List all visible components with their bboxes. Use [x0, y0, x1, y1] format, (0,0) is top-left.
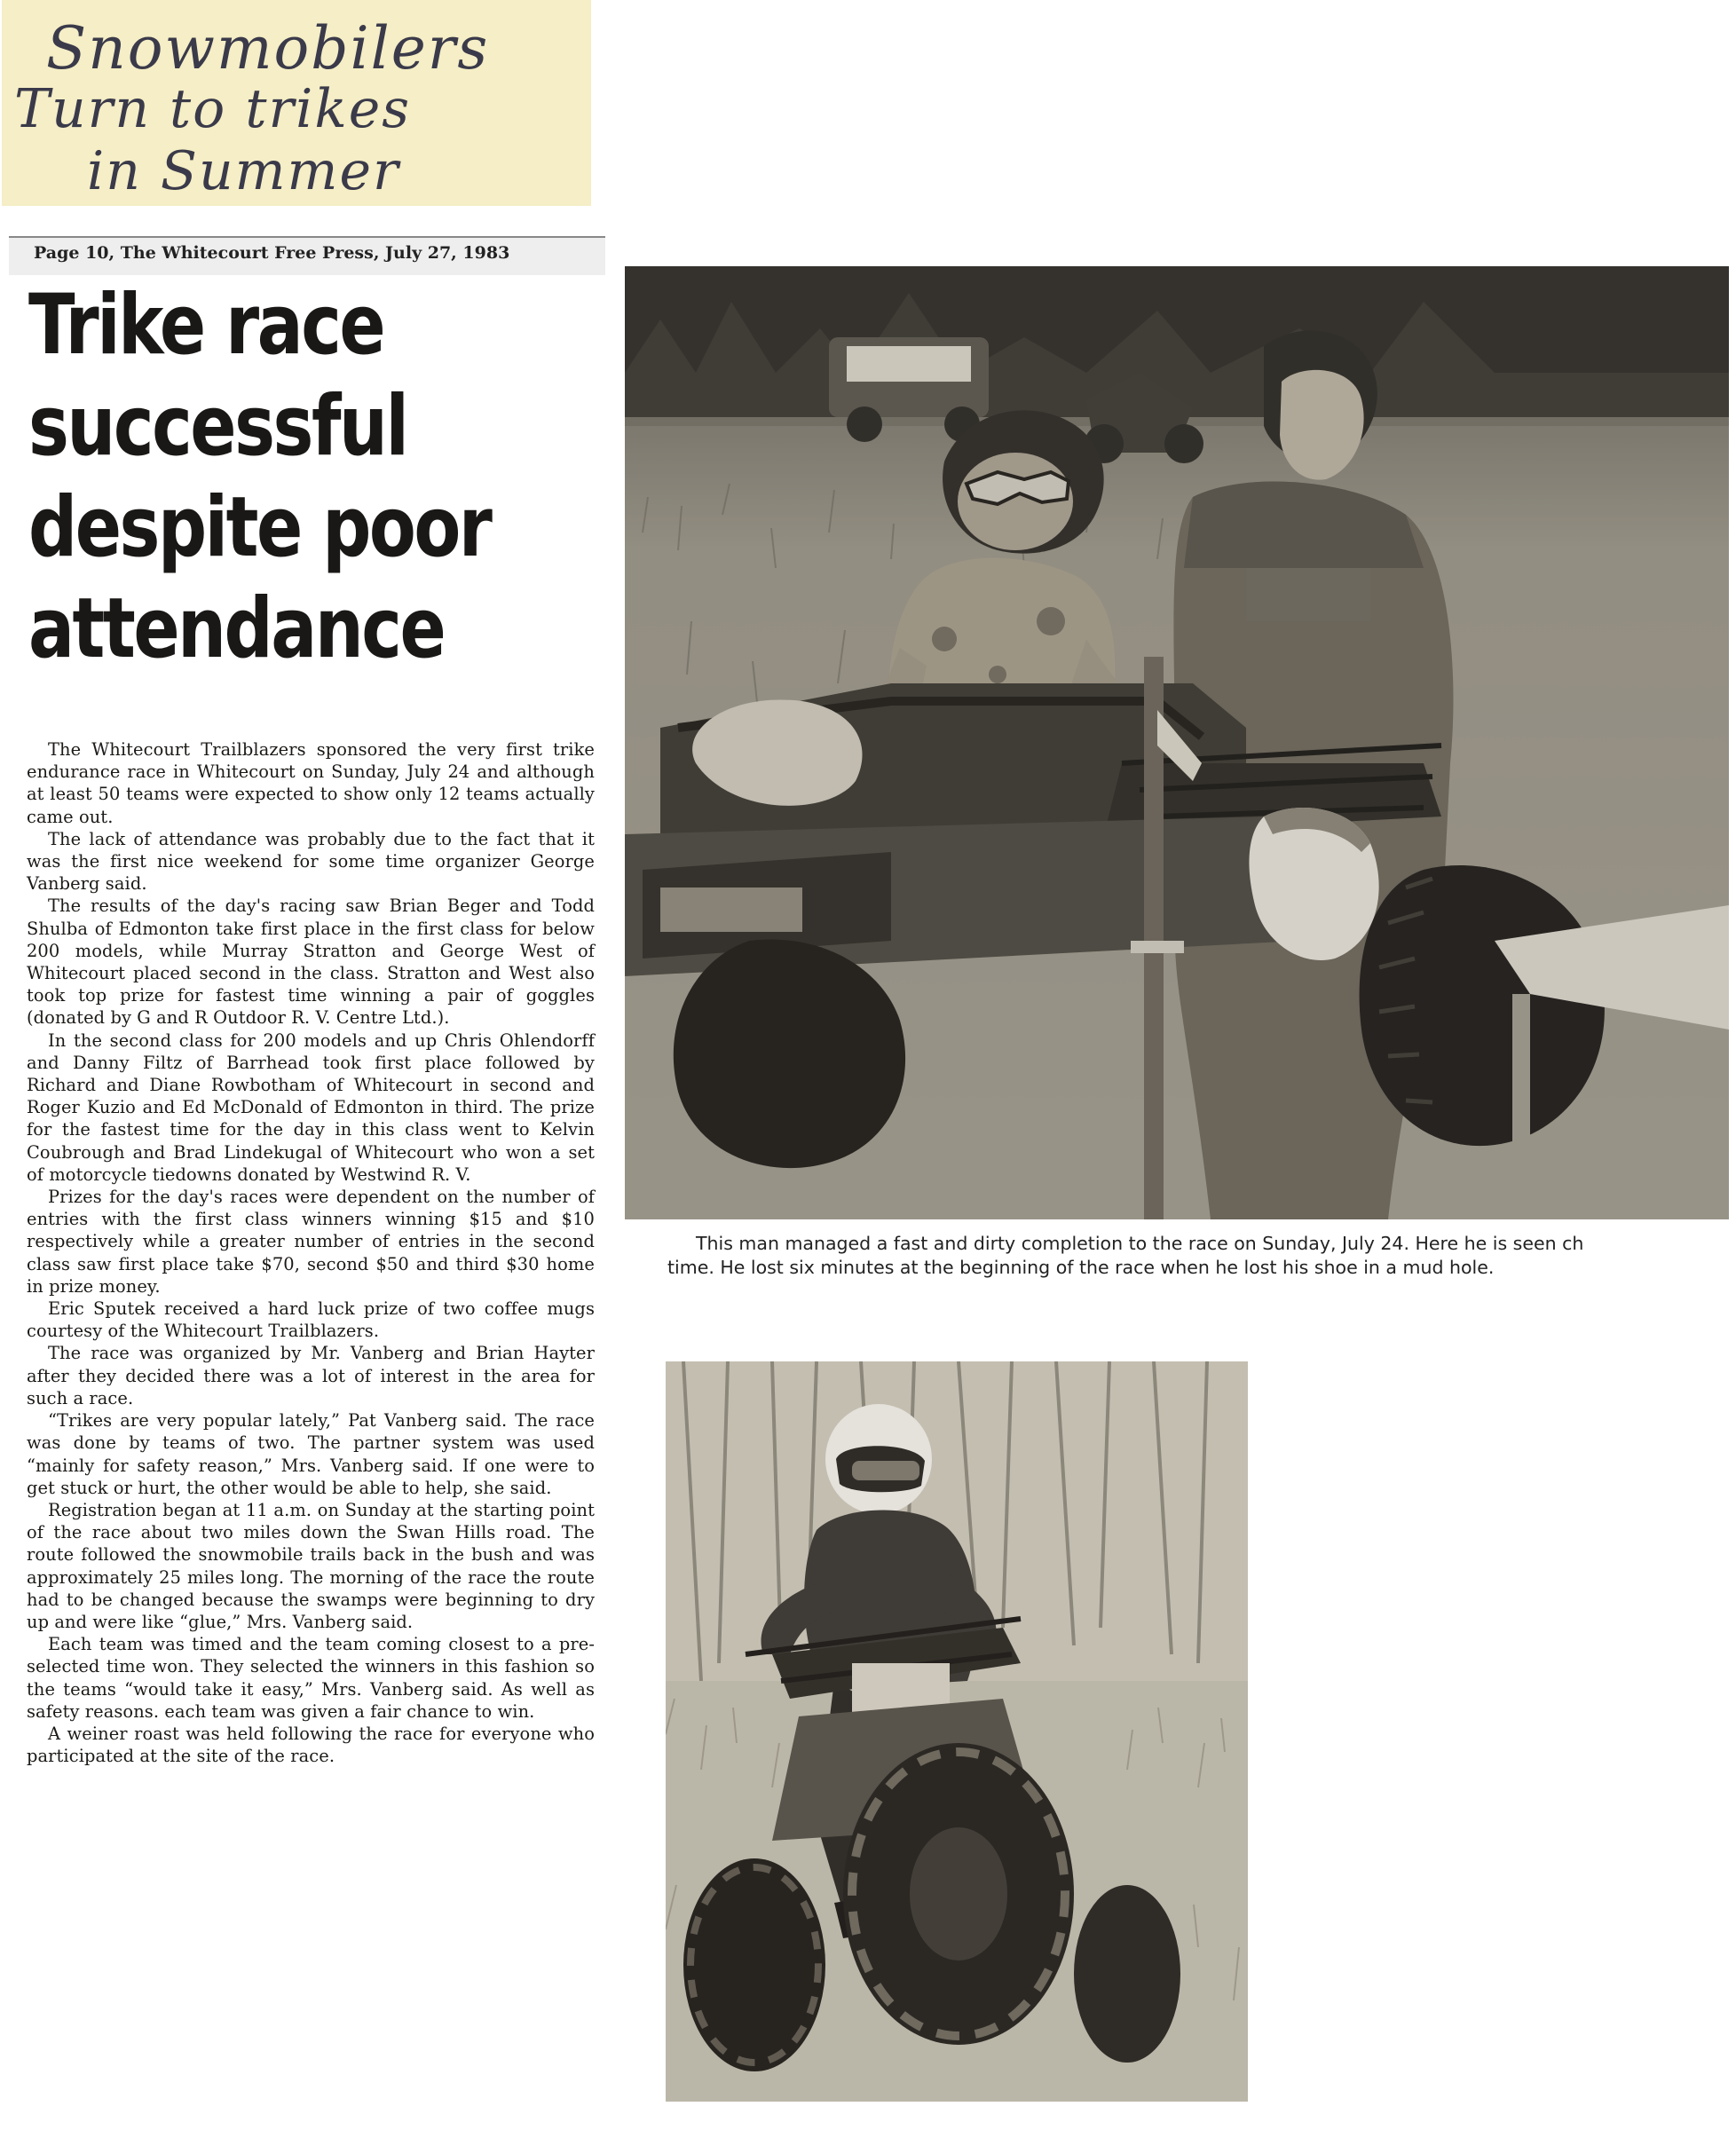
paragraph-3: The results of the day's racing saw Brian Beger and Todd Shulba of Edmonton take first place in the first class for below 200 models, while Murray Stratton and George West of Whitecourt placed second in the class. Stratton and West also took top prize for fastest time winning a pair of goggles (donated by G and R Outdoor R. V. Centre Ltd.).: [27, 895, 595, 1029]
caption-line-1: This man managed a fast and dirty completion to the race on Sunday, July 24. Here he is seen ch: [696, 1233, 1584, 1254]
note-line-2: Turn to trikes: [14, 78, 412, 140]
photo-trike-rider-illustration: [666, 1361, 1248, 2102]
dateline-bar: [9, 236, 605, 275]
headline-line-2: successful: [28, 378, 407, 475]
paragraph-10: Each team was timed and the team coming closest to a pre-selected time won. They selected the winners in this fashion so the teams “would take it easy,” Mrs. Vanberg said. As well as safety reasons. each team was given a fair chance to win.: [27, 1634, 595, 1722]
paragraph-11: A weiner roast was held following the race for everyone who participated at the site of the race.: [27, 1723, 595, 1767]
note-line-3: in Summer: [87, 140, 400, 202]
paragraph-5: Prizes for the day's races were dependent on the number of entries with the first class winners winning $15 and $10 respectively while a greater number of entries in the second class saw first place take $70, second $50 and third $30 home in prize money.: [27, 1187, 595, 1297]
article-body: [27, 738, 595, 1767]
headline: [28, 275, 501, 680]
paragraph-8: “Trikes are very popular lately,” Pat Vanberg said. The race was done by teams of two. The partner system was used “mainly for safety reason,” Mrs. Vanberg said. If one were to get stuck or hurt, the other would be able to help, she said.: [27, 1410, 595, 1498]
photo-riders-illustration: [625, 266, 1729, 1219]
photo-trike-rider: [666, 1361, 1248, 2102]
headline-line-4: attendance: [28, 580, 445, 677]
paragraph-6: Eric Sputek received a hard luck prize of two coffee mugs courtesy of the Whitecourt Trailblazers.: [27, 1298, 595, 1342]
paragraph-7: The race was organized by Mr. Vanberg and Brian Hayter after they decided there was a lot of interest in the area for such a race.: [27, 1343, 595, 1408]
caption-line-2: time. He lost six minutes at the beginning of the race when he lost his shoe in a mud hole.: [667, 1257, 1495, 1278]
dateline: Page 10, The Whitecourt Free Press, July 27, 1983: [34, 243, 510, 263]
headline-line-3: despite poor: [28, 479, 491, 576]
photo-riders-with-trike: [625, 266, 1729, 1219]
photo-caption: [667, 1232, 1729, 1280]
paragraph-4: In the second class for 200 models and up Chris Ohlendorff and Danny Filtz of Barrhead took first place followed by Richard and Diane Rowbotham of Whitecourt in second and Roger Kuzio and Ed McDonald of Edmonton in third. The prize for the fastest time for the day in this class went to Kelvin Coubrough and Brad Lindekugal of Whitecourt who won a set of motorcycle tiedowns donated by Westwind R. V.: [27, 1030, 595, 1185]
paragraph-2: The lack of attendance was probably due to the fact that it was the first nice weekend for some time organizer George Vanberg said.: [27, 828, 595, 895]
paragraph-1: The Whitecourt Trailblazers sponsored the very first trike endurance race in Whitecourt on Sunday, July 24 and although at least 50 teams were expected to show only 12 teams actually came out.: [27, 739, 595, 827]
note-line-1: Snowmobilers: [46, 14, 490, 83]
paragraph-9: Registration began at 11 a.m. on Sunday at the starting point of the race about two miles down the Swan Hills road. The route followed the snowmobile trails back in the bush and was approximately 25 miles long. The morning of the race the route had to be changed because the swamps were beginning to dry up and were like “glue,” Mrs. Vanberg said.: [27, 1499, 595, 1632]
headline-line-1: Trike race: [28, 277, 384, 374]
handwritten-note: [2, 0, 591, 206]
